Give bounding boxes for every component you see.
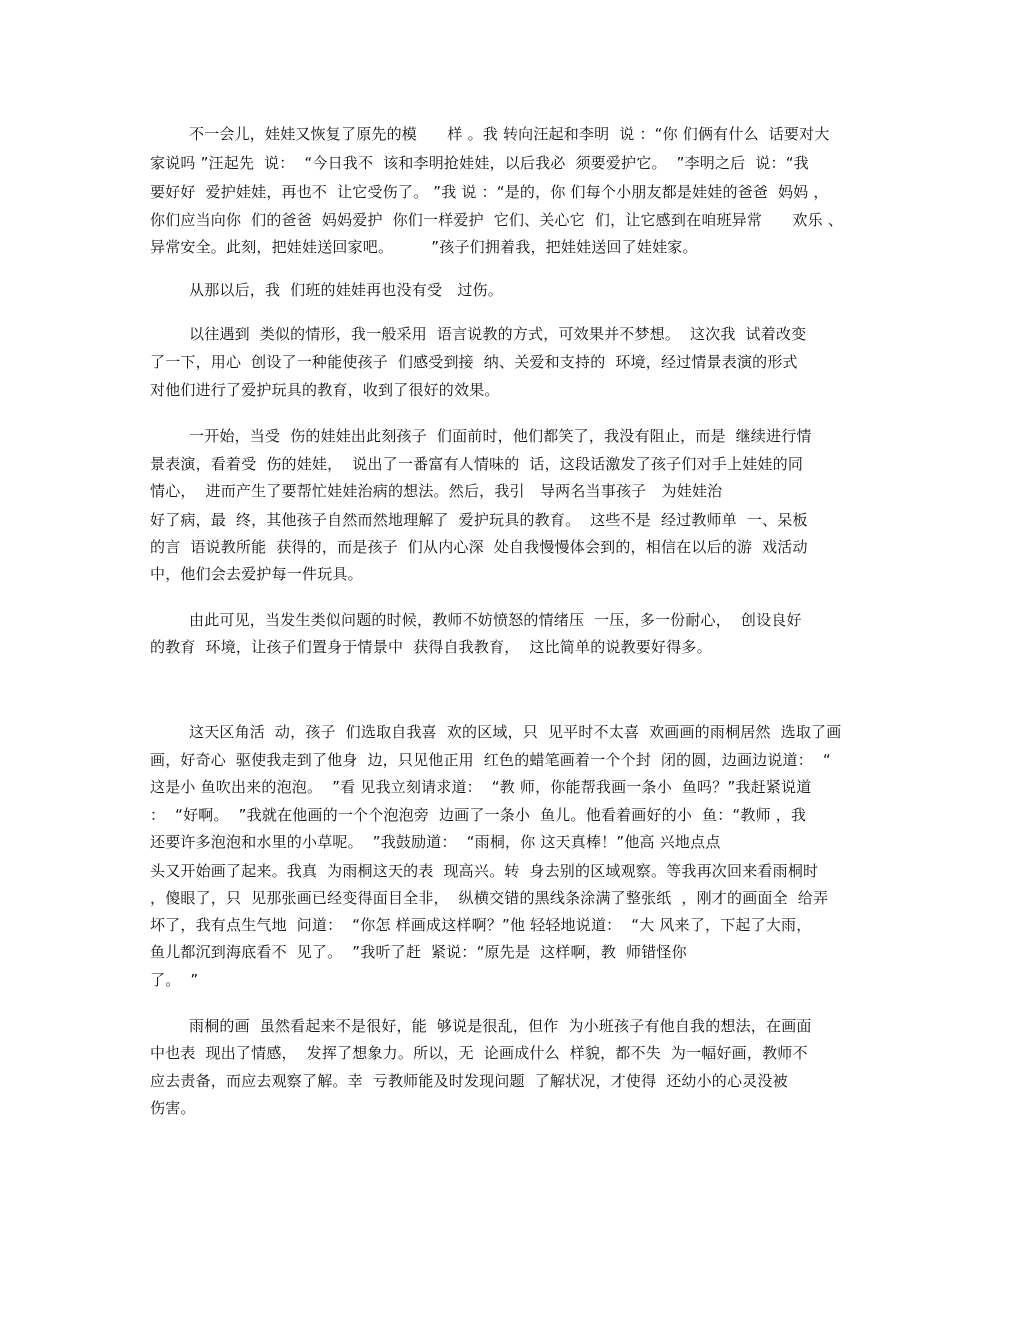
paragraph-3-line-3: 对他们进行了爱护玩具的教育，收到了很好的效果。	[150, 381, 500, 399]
paragraph-6-line-10: 了。 ”	[150, 971, 199, 989]
paragraph-1-line-2: 家说吗 ”汪起先 说： “今日我不 该和李明抢娃娃，以后我必 须要爱护它。 ”李明之后 说：“我	[150, 154, 809, 172]
paragraph-6-line-5: 还要许多泡泡和水里的小草呢。 ”我鼓励道： “雨桐，你 这天真棒！”他高 兴地点点	[150, 833, 721, 851]
paragraph-2-line-1: 从那以后，我 们班的娃娃再也没有受 过伤。	[189, 281, 503, 299]
paragraph-1-line-4: 你们应当向你 们的爸爸 妈妈爱护 你们一样爱护 它们、关心它 们，让它感到在咱班异常 欢乐 、	[150, 211, 844, 229]
paragraph-4-line-6: 中，他们会去爱护每一件玩具。	[150, 565, 363, 583]
paragraph-4-line-1: 一开始，当受 伤的娃娃出此刻孩子 们面前时，他们都笑了，我没有阻止，而是 继续进行情	[189, 427, 812, 445]
paragraph-7-line-4: 伤害。	[150, 1099, 196, 1117]
paragraph-4-line-5: 的言 语说教所能 获得的，而是孩子 们从内心深 处自我慢慢体会到的，相信在以后的游 戏活动	[150, 538, 808, 556]
paragraph-4-line-2: 景表演，看着受 伤的娃娃， 说出了一番富有人情味的 话，这段话激发了孩子们对手上娃娃的同	[150, 455, 804, 473]
paragraph-3-line-1: 以往遇到 类似的情形，我一般采用 语言说教的方式，可效果并不梦想。 这次我 试着改变	[189, 325, 807, 343]
paragraph-5-line-1: 由此可见，当发生类似问题的时候，教师不妨愤怒的情绪压 一压，多一份耐心， 创设良好	[189, 611, 802, 629]
paragraph-6-line-8: 坏了，我有点生气地 问道： “你怎 样画成这样啊？”他 轻轻地说道： “大 风来了，下起了大雨，	[150, 916, 812, 934]
paragraph-1-line-1: 不一会儿，娃娃又恢复了原先的模 样 。我 转向汪起和李明 说 ：“你 们俩有什么 话要对大	[189, 125, 830, 143]
paragraph-6-line-3: 这是小 鱼吹出来的泡泡。 ”看 见我立刻请求道： “教 师，你能帮我画一条小 鱼吗？”我赶紧说道	[150, 778, 812, 796]
paragraph-6-line-2: 画，好奇心 驱使我走到了他身 边，只见他正用 红色的蜡笔画着一个个封 闭的圆，边画边说道： “	[150, 751, 831, 769]
paragraph-4-line-4: 好了病，最 终，其他孩子自然而然地理解了 爱护玩具的教育。 这些不是 经过教师单 一、呆板	[150, 511, 808, 529]
paragraph-6-line-7: ，傻眼了，只 见那张画已经变得面目全非， 纵横交错的黑线条涂满了整张纸 ，刚才的画面全 给弄	[150, 889, 829, 907]
paragraph-1-line-3: 要好好 爱护娃娃，再也不 让它受伤了。 ”我 说 ：“是的，你 们每个小朋友都是娃娃的爸爸 妈妈 ，	[150, 183, 829, 201]
paragraph-5-line-2: 的教育 环境，让孩子们置身于情景中 获得自我教育， 这比简单的说教要好得多。	[150, 638, 712, 656]
paragraph-1-line-5: 异常安全。此刻，把娃娃送回家吧。 ”孩子们拥着我，把娃娃送回了娃娃家。	[150, 238, 698, 256]
paragraph-6-line-4: ： “好啊。 ”我就在他画的一个个泡泡旁 边画了一条小 鱼儿。他看着画好的小 鱼：“教师 ，我	[150, 806, 807, 824]
paragraph-3-line-2: 了一下，用心 创设了一种能使孩子 们感受到接 纳、关爱和支持的 环境，经过情景表演的形式	[150, 353, 798, 371]
paragraph-7-line-3: 应去责备，而应去观察了解。幸 亏教师能及时发现问题 了解状况，才使得 还幼小的心灵没被	[150, 1072, 788, 1090]
paragraph-7-line-1: 雨桐的画 虽然看起来不是很好，能 够说是很乱，但作 为小班孩子有他自我的想法，在画面	[189, 1017, 812, 1035]
paragraph-7-line-2: 中也表 现出了情感， 发挥了想象力。所以，无 论画成什么 样貌，都不失 为一幅好画，教师不	[150, 1044, 808, 1062]
paragraph-6-line-9: 鱼儿都沉到海底看不 见了。 ”我听了赶 紧说：“原先是 这样啊，教 师错怪你	[150, 943, 687, 961]
paragraph-6-line-1: 这天区角活 动，孩子 们选取自我喜 欢的区域，只 见平时不太喜 欢画画的雨桐居然 选取了画	[189, 723, 842, 741]
paragraph-6-line-6: 头又开始画了起来。我真 为雨桐这天的表 现高兴。转 身去别的区域观察。等我再次回来看雨桐时	[150, 862, 819, 880]
paragraph-4-line-3: 情心， 进而产生了要帮忙娃娃治病的想法。然后，我引 导两名当事孩子 为娃娃治	[150, 482, 723, 500]
